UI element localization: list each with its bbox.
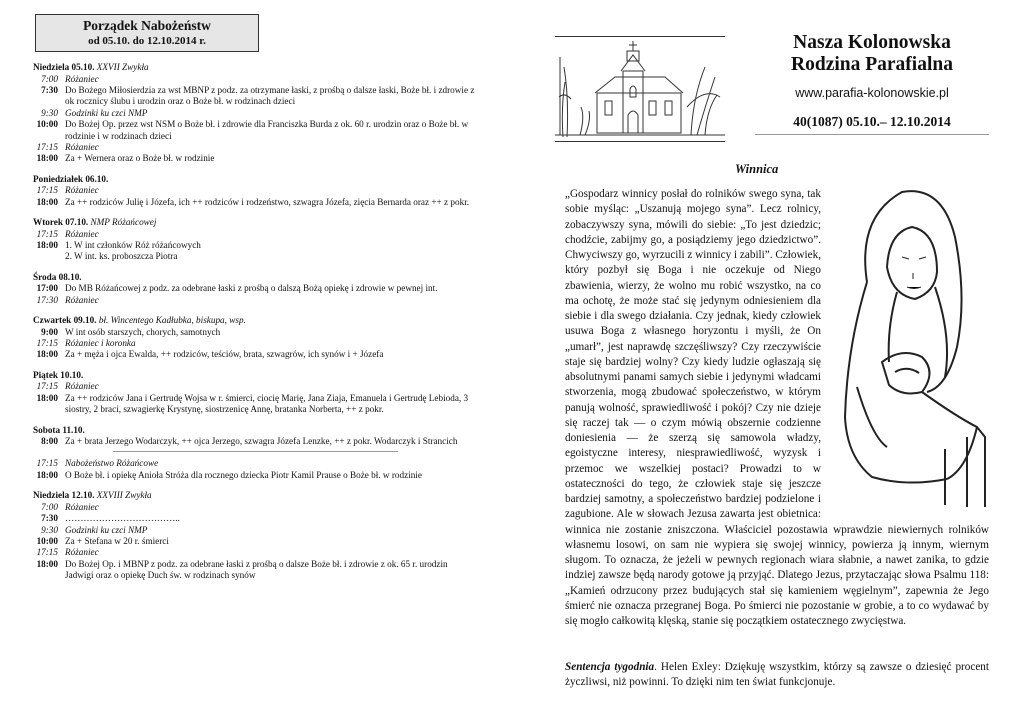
entry-text: 2. W int. ks. proboszcza Piotra — [65, 251, 178, 262]
schedule-day — [33, 62, 477, 165]
entry-time: 8:00 — [41, 436, 58, 447]
mass-entry — [33, 547, 477, 558]
mass-entry — [33, 470, 477, 481]
entry-text: Do Bożego Miłosierdzia za wst MBNP z podz. za otrzymane łaski, z prośbą o dalsze łaski, Boże bł. i zdrowie z ok rocznicy ślubu i urodzin oraz o Boże bł. w rodzinach dzieci — [65, 84, 475, 107]
separator-line — [113, 451, 398, 452]
mass-entry — [33, 185, 477, 196]
mass-entry — [33, 525, 477, 536]
entry-time: 9:00 — [41, 326, 58, 337]
entry-text: ……………………………….. — [65, 513, 180, 524]
entry-time: 18:00 — [36, 239, 58, 250]
day-date: Poniedziałek 06.10. — [33, 173, 109, 184]
day-date: Niedziela 05.10. — [33, 62, 95, 72]
entry-time: 17:15 — [36, 141, 58, 152]
entry-text: Różaniec — [65, 501, 99, 512]
mass-entry — [33, 108, 477, 119]
entry-time: 17:15 — [36, 381, 58, 392]
entry-text: Różaniec — [65, 228, 99, 239]
sentence-label: Sentencja tygodnia — [565, 661, 655, 673]
schedule-days — [33, 62, 477, 582]
day-heading — [33, 174, 477, 186]
schedule-day — [33, 370, 477, 416]
issue-number: 40(1087) 05.10.– 12.10.2014 — [793, 114, 951, 129]
entry-text: Za + Stefana w 20 r. śmierci — [65, 535, 169, 546]
schedule-day — [33, 174, 477, 208]
day-date: Środa 08.10. — [33, 271, 82, 282]
mass-entry — [33, 153, 477, 164]
day-date: Czwartek 09.10. — [33, 315, 97, 326]
entry-text: Za + brata Jerzego Wodarczyk, ++ ojca Jerzego, szwagra Józefa Lenzke, ++ z pokr. Wodarczyk i Strancich — [65, 436, 458, 447]
article-text: „Gospodarz winnicy posłał do rolników swego syna, tak sobie myśląc: „Uszanują mojego syna”. Lecz rolnicy, zobaczywszy syna, mówili do siebie: „To jest dziedzic; chodźcie, zabijmy go, a posiądziemy jego dziedzictwo”. Chwyciwszy go, wyrzucili z winnicy i zabili”. Człowiek, który pozbył się Boga i nie oczekuje od Niego zbawienia, wierzy, że wolno mu robić wszystko, na co ma ochotę, że może stać się jedynym odniesieniem dla siebie i dla swego działania. Czy jednak, kiedy człowiek usuwa Boga z własnego horyzontu i myśli, że On „umarł”, jest naprawdę szczęśliwszy? Czy rzeczywiście staje się bardziej wolny? Czy kiedy ludzie ogłaszają się absolutnymi panami samych siebie i jedynymi władcami stworzenia, mogą zbudować społeczeństwo, w którym panują wolność, sprawiedliwość i pokój? Czy nie dzieje się raczej tak — o czym mówią obszernie codzienne doniesienia — że szerzą się samowola władzy, egoistyczne interesy, niesprawiedliwość, wyzysk i przemoc we wszelkiej postaci? Prowadzi to w ostateczności do tego, że człowiek staje się jeszcze bardziej samotny, a społeczeństwo bardziej podzielone i zagubione. Ale w słowach Jezusa zawarta jest obietnica: winnica nie zostanie zniszczona. Właściciel pozostawia wprawdzie niewiernych rolników własnemu losowi, on sam nie wypiera się swojej winnicy, powierza ją innym, wiernym sługom. To oznacza, że jeżeli w pewnych regionach wiara słabnie, a nawet zanika, to gdzie indziej zawsze będą narody gotowe ją przyjąć. Dlatego Jezus, przytaczając słowa Psalmu 118: „Kamień odrzucony przez budujących stał się kamieniem węgielnym”, zapewnia że Jego śmierć nie oznacza przegranej Boga. Po śmierci nie pozostanie w grobie, a to co wydawać by się mogło całkowitą klęską, stanie się początkiem ostatecznego zwycięstwa. — [565, 188, 989, 627]
mass-entry — [33, 85, 477, 108]
entry-text: Do Bożej Op. i MBNP z podz. za odebrane łaski z prośbą o dalsze Boże bł. i zdrowie z ok. 65 r. urodzin Jadwigi oraz o opiekę Duch św. w rodzinach synów — [65, 558, 448, 581]
entry-text: Różaniec — [65, 141, 99, 152]
article-body — [565, 187, 989, 629]
entry-text: Różaniec — [65, 185, 99, 196]
entry-time: 10:00 — [36, 535, 58, 546]
parish-url[interactable]: www.parafia-kolonowskie.pl — [795, 86, 949, 100]
parish-title-line1: Nasza Kolonowska — [793, 32, 951, 53]
mass-entry — [33, 458, 477, 469]
entry-time: 9:30 — [41, 107, 58, 118]
mass-entry — [33, 513, 477, 524]
day-heading — [33, 315, 477, 327]
mass-entry — [33, 119, 477, 142]
schedule-title: Porządek Nabożeństw — [83, 18, 211, 33]
entry-text: 1. W int członków Róż różańcowych — [65, 239, 201, 250]
schedule-day — [33, 425, 477, 482]
mass-entry — [33, 142, 477, 153]
entry-text: O Boże bł. i opiekę Anioła Stróża dla rocznego dziecka Piotr Kamil Prause o Boże bł. w rodzinie — [65, 469, 422, 480]
mass-entry — [33, 381, 477, 392]
entry-time: 7:30 — [41, 84, 58, 95]
entry-time — [33, 251, 65, 262]
church-illustration — [555, 36, 725, 142]
praying-woman-illustration — [827, 187, 989, 509]
mass-entry — [33, 338, 477, 349]
schedule-dates: od 05.10. do 12.10.2014 r. — [88, 35, 206, 47]
mass-entry — [33, 240, 477, 251]
issue-divider — [755, 134, 989, 135]
mass-entry — [33, 436, 477, 447]
entry-text: Za + Wernera oraz o Boże bł. w rodzinie — [65, 153, 215, 164]
entry-time: 17:15 — [36, 547, 58, 558]
day-date: Sobota 11.10. — [33, 424, 85, 435]
day-heading — [33, 62, 477, 74]
day-note: bł. Wincentego Kadłubka, biskupa, wsp. — [98, 315, 246, 326]
day-date: Wtorek 07.10. — [33, 217, 89, 228]
entry-time: 17:15 — [36, 338, 58, 348]
mass-entry — [33, 197, 477, 208]
day-heading — [33, 425, 477, 437]
mass-entry — [33, 502, 477, 513]
entry-text: Nabożeństwo Różańcowe — [65, 458, 159, 469]
mass-entry — [33, 536, 477, 547]
entry-time: 17:15 — [36, 185, 58, 196]
entry-text: Za ++ rodziców Julię i Józefa, ich ++ rodziców i rodzeństwo, szwagra Józefa, zięcia Bernarda oraz ++ z pokr. — [65, 196, 470, 207]
entry-time: 9:30 — [41, 524, 58, 535]
schedule-day — [33, 490, 477, 581]
mass-entry — [33, 229, 477, 240]
entry-time: 7:00 — [41, 73, 58, 84]
weekly-sentence — [565, 660, 989, 690]
entry-text: Różaniec — [65, 381, 99, 392]
parish-header — [755, 32, 989, 135]
mass-entry — [33, 349, 477, 360]
day-heading — [33, 370, 477, 382]
entry-text: Godzinki ku czci NMP — [65, 524, 148, 535]
entry-text: Różaniec — [65, 294, 99, 305]
entry-time: 17:15 — [36, 228, 58, 239]
entry-text: Do Bożej Op. przez wst NSM o Boże bł. i zdrowie dla Franciszka Burda z ok. 60 r. urodzin oraz o Boże bł. w rodzinie i w rodzinach dzieci — [65, 119, 469, 141]
entry-time: 7:00 — [41, 501, 58, 512]
entry-text: Różaniec — [65, 547, 99, 558]
entry-time: 17:15 — [36, 458, 58, 469]
day-date: Piątek 10.10. — [33, 369, 84, 380]
entry-time: 17:00 — [36, 283, 58, 294]
mass-entry — [33, 559, 477, 582]
entry-text: Za ++ rodziców Jana i Gertrudę Wojsa w r. śmierci, ciocię Marię, Jana Ziaja, Emanuela i Gertrudę Lebioda, 3 siostry, 2 braci, szwagierkę Krystynę, siostrzenicę Annę, bratanka Norberta, ++ z pokr. — [65, 392, 469, 415]
day-heading — [33, 490, 477, 502]
sentence-text: . Helen Exley: Dziękuję wszystkim, którzy są zawsze o dziesięć procent życzliwsi, niż powinni. To dzięki nim ten świat funkcjonuje. — [565, 661, 990, 688]
entry-text: Za + męża i ojca Ewalda, ++ rodziców, teściów, brata, szwagrów, ich synów i + Józefa — [65, 349, 384, 360]
entry-time: 18:00 — [36, 153, 58, 164]
entry-text: Do MB Różańcowej z podz. za odebrane łaski z prośbą o dalszą Bożą opiekę i zdrowie w pewnej int. — [65, 283, 438, 294]
entry-text: Różaniec — [65, 73, 99, 84]
entry-time: 18:00 — [36, 558, 58, 569]
mass-entry — [33, 295, 477, 306]
entry-time: 7:30 — [41, 513, 58, 524]
day-note: NMP Różańcowej — [90, 217, 157, 228]
mass-entry — [33, 283, 477, 294]
day-note: XXVIII Zwykła — [96, 490, 152, 501]
entry-text: Godzinki ku czci NMP — [65, 107, 148, 118]
mass-entry — [33, 74, 477, 85]
mass-entry — [33, 327, 477, 338]
day-date: Niedziela 12.10. — [33, 490, 95, 501]
schedule-column — [33, 14, 477, 591]
entry-text: W int osób starszych, chorych, samotnych — [65, 326, 221, 337]
entry-time: 18:00 — [36, 196, 58, 207]
day-heading — [33, 217, 477, 229]
entry-time: 17:30 — [36, 294, 58, 305]
entry-time: 10:00 — [36, 119, 58, 130]
day-note: XXVII Zwykła — [96, 62, 149, 72]
entry-text: Różaniec i koronka — [65, 338, 136, 348]
schedule-day — [33, 272, 477, 306]
mass-entry — [33, 393, 477, 416]
entry-time: 18:00 — [36, 469, 58, 480]
day-heading — [33, 272, 477, 284]
parish-title-line2: Rodzina Parafialna — [791, 54, 953, 75]
mass-entry — [33, 251, 477, 262]
article-title: Winnica — [735, 162, 779, 176]
entry-time: 18:00 — [36, 349, 58, 360]
schedule-day — [33, 217, 477, 263]
schedule-day — [33, 315, 477, 361]
entry-time: 18:00 — [36, 392, 58, 403]
schedule-header-box — [35, 14, 259, 52]
